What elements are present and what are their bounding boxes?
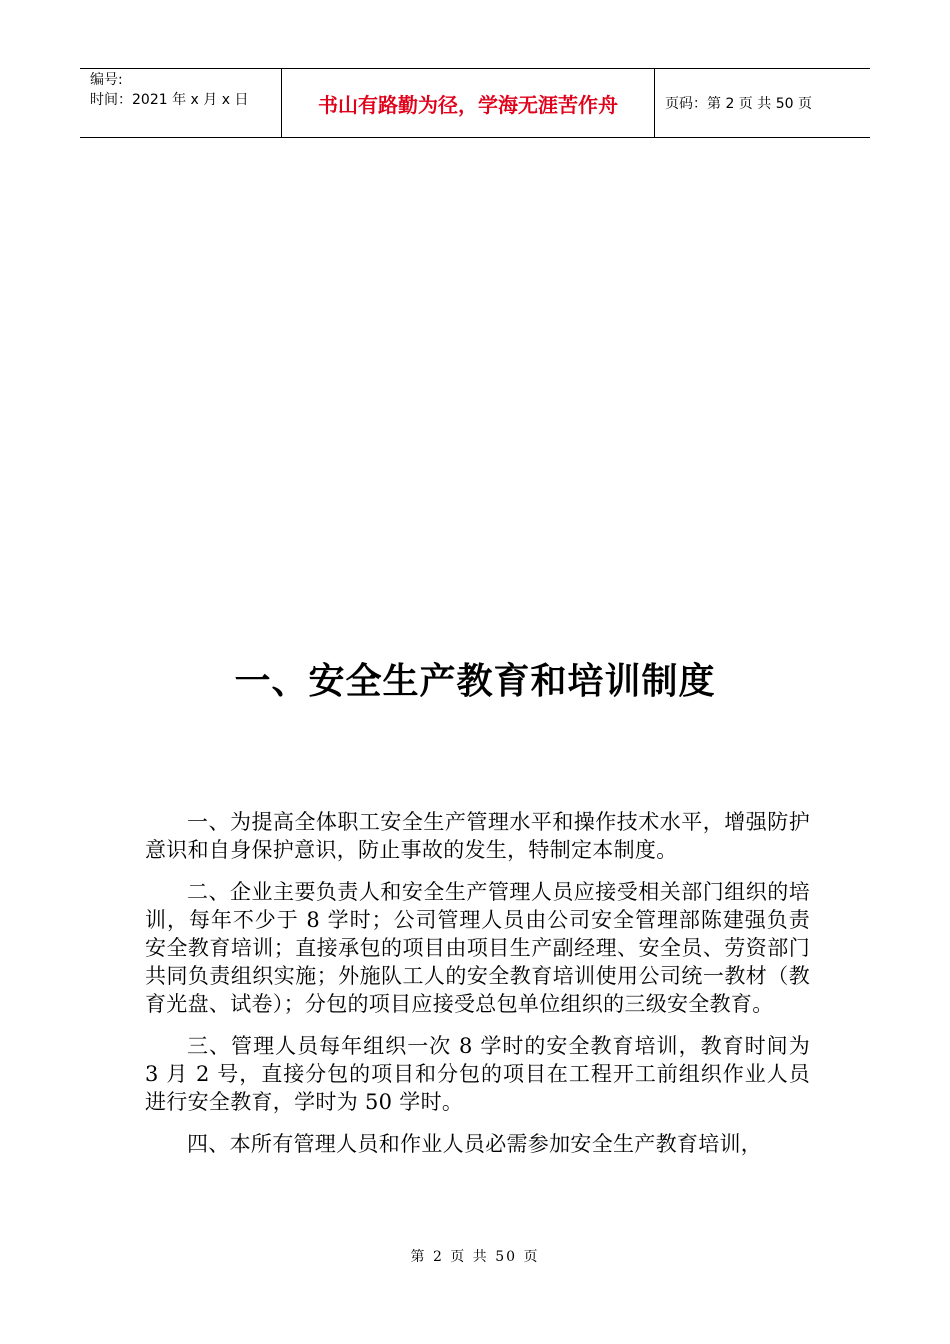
header-middle-cell [282, 69, 655, 137]
paragraph-3: 三、管理人员每年组织一次 8 学时的安全教育培训，教育时间为 3 月 2 号，直接分包的项目和分包的项目在工程开工前组织作业人员进行安全教育，学时为 50 学时。 [145, 1034, 810, 1114]
header-left-cell [80, 69, 282, 137]
header-page-info: 页码：第 2 页 共 50 页 [665, 96, 812, 112]
document-number-label: 编号: [90, 72, 123, 88]
page-footer: 第 2 页 共 50 页 [410, 1249, 540, 1265]
document-time: 时间：2021 年 x 月 x 日 [90, 92, 249, 108]
header-right-cell [655, 69, 870, 137]
paragraph-2: 二、企业主要负责人和安全生产管理人员应接受相关部门组织的培训，每年不少于 8 学时；公司管理人员由公司安全管理部陈建强负责安全教育培训；直接承包的项目由项目生产副经理、安全员、劳资部门共同负责组织实施；外施队工人的安全教育培训使用公司统一教材（教育光盘、试卷）；分包的项目应接受总包单位组织的三级安全教育。 [145, 880, 810, 1016]
paragraph-4: 四、本所有管理人员和作业人员必需参加安全生产教育培训， [187, 1132, 763, 1156]
document-body [145, 808, 810, 1172]
paragraph-1: 一、为提高全体职工安全生产管理水平和操作技术水平，增强防护意识和自身保护意识，防止事故的发生，特制定本制度。 [145, 810, 810, 862]
page-header [80, 68, 870, 138]
header-motto: 书山有路勤为径，学海无涯苦作舟 [318, 93, 618, 117]
document-title: 一、安全生产教育和培训制度 [234, 661, 716, 702]
